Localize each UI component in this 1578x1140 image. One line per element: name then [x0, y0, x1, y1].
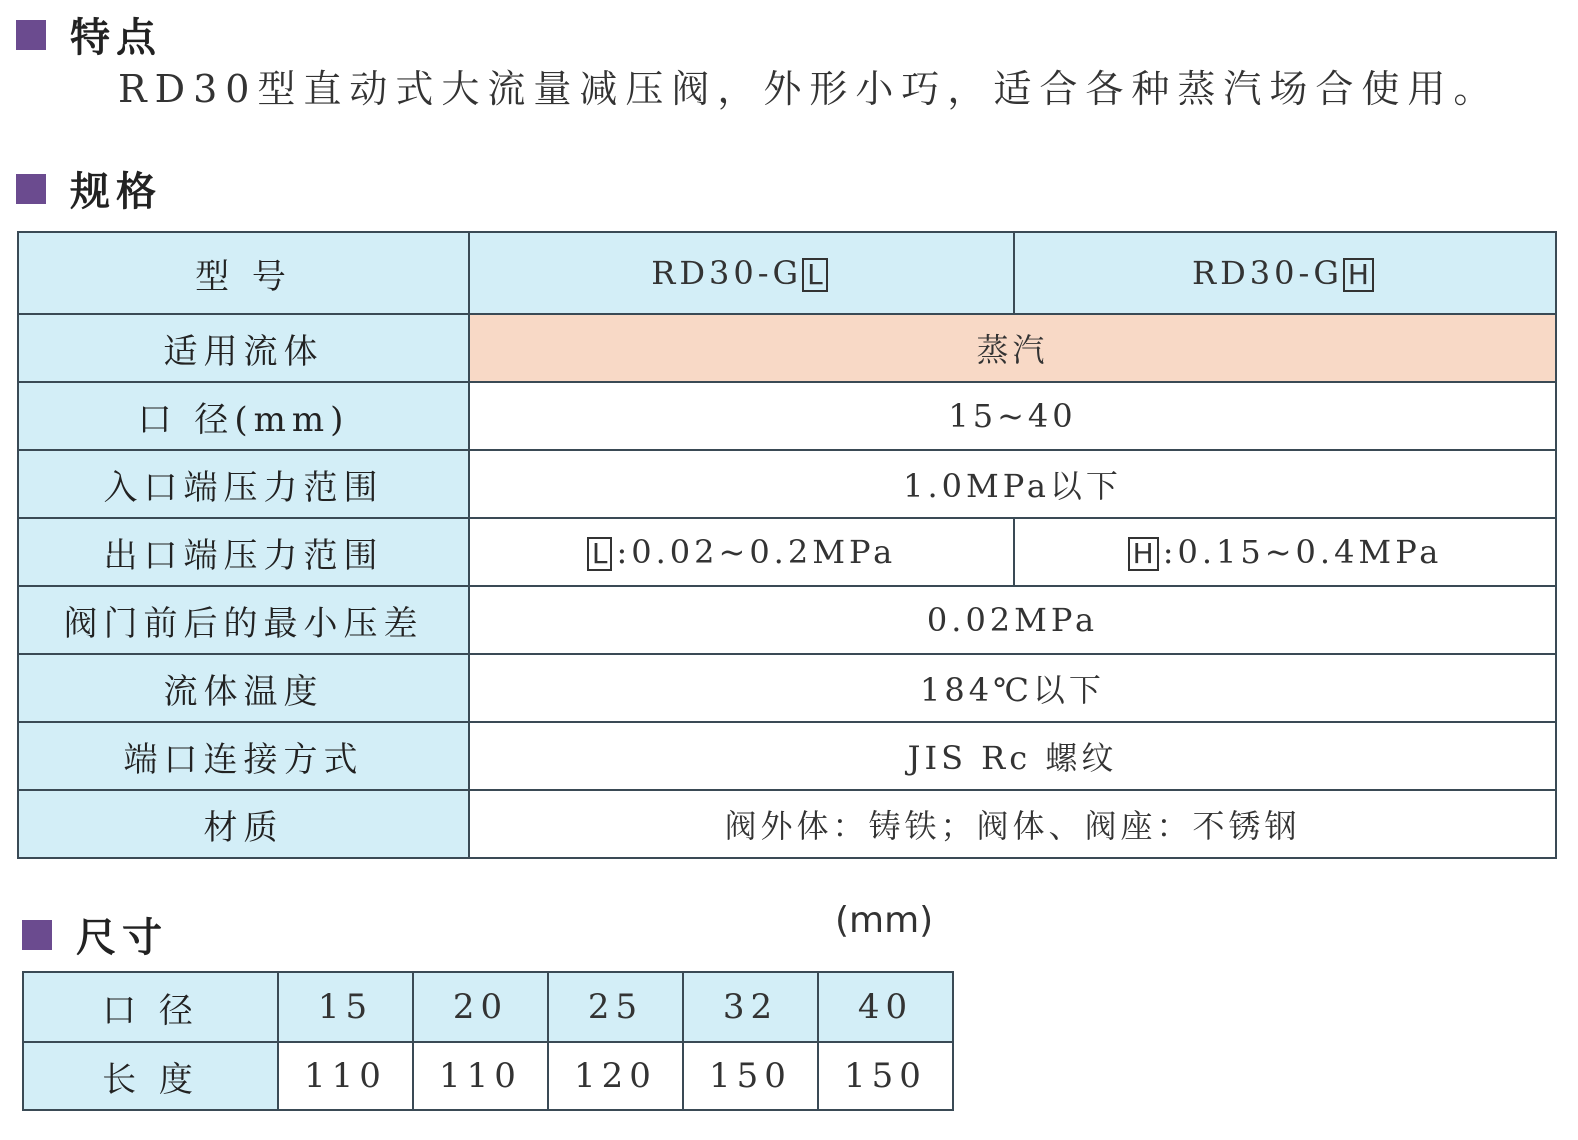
model-h-box: H — [1343, 258, 1374, 292]
port-size-value: 15~40 — [469, 382, 1556, 450]
port-size-label: 口 径(mm) — [18, 382, 469, 450]
temperature-label: 流体温度 — [18, 654, 469, 722]
table-row — [18, 450, 1556, 518]
dimensions-heading — [22, 906, 168, 963]
model-l-prefix: RD30-G — [651, 254, 803, 292]
temperature-value: 184℃以下 — [469, 654, 1556, 722]
length-cell: 150 — [818, 1042, 953, 1110]
specs-table — [17, 231, 1557, 859]
table-row — [18, 722, 1556, 790]
model-l-box: L — [802, 258, 828, 292]
table-row — [18, 518, 1556, 586]
size-cell: 40 — [818, 972, 953, 1042]
size-label: 口 径 — [23, 972, 278, 1042]
length-cell: 110 — [413, 1042, 548, 1110]
table-row — [18, 654, 1556, 722]
features-description: RD30型直动式大流量减压阀，外形小巧，适合各种蒸汽场合使用。 — [118, 67, 1500, 111]
length-cell: 110 — [278, 1042, 413, 1110]
size-cell: 32 — [683, 972, 818, 1042]
connection-value: JIS Rc 螺纹 — [469, 722, 1556, 790]
section-bullet-icon — [22, 920, 52, 950]
fluid-value: 蒸汽 — [469, 314, 1556, 382]
size-cell: 20 — [413, 972, 548, 1042]
min-diff-value: 0.02MPa — [469, 586, 1556, 654]
table-row — [18, 586, 1556, 654]
model-h-header — [1014, 232, 1556, 314]
dimensions-title: 尺寸 — [76, 915, 168, 961]
inlet-pressure-label: 入口端压力范围 — [18, 450, 469, 518]
model-l-header — [469, 232, 1014, 314]
min-diff-label: 阀门前后的最小压差 — [18, 586, 469, 654]
table-row — [18, 232, 1556, 314]
size-cell: 15 — [278, 972, 413, 1042]
section-bullet-icon — [16, 174, 46, 204]
dimensions-table — [22, 971, 954, 1111]
table-row — [18, 314, 1556, 382]
specs-title: 规格 — [70, 169, 162, 215]
connection-label: 端口连接方式 — [18, 722, 469, 790]
features-heading — [16, 6, 162, 63]
length-cell: 120 — [548, 1042, 683, 1110]
table-row — [23, 972, 953, 1042]
features-title: 特点 — [70, 15, 162, 61]
outlet-h-range: :0.15~0.4MPa — [1162, 533, 1443, 571]
outlet-pressure-h-value — [1014, 518, 1556, 586]
dimensions-unit: (mm) — [835, 900, 934, 941]
outlet-pressure-l-value — [469, 518, 1014, 586]
outlet-l-box: L — [587, 537, 613, 571]
specs-heading — [16, 160, 162, 217]
table-row — [18, 382, 1556, 450]
material-value: 阀外体：铸铁；阀体、阀座：不锈钢 — [469, 790, 1556, 858]
inlet-pressure-value: 1.0MPa以下 — [469, 450, 1556, 518]
model-header-label: 型 号 — [18, 232, 469, 314]
section-bullet-icon — [16, 20, 46, 50]
outlet-l-range: :0.02~0.2MPa — [616, 533, 897, 571]
material-label: 材质 — [18, 790, 469, 858]
outlet-pressure-label: 出口端压力范围 — [18, 518, 469, 586]
length-label: 长 度 — [23, 1042, 278, 1110]
table-row — [23, 1042, 953, 1110]
table-row — [18, 790, 1556, 858]
size-cell: 25 — [548, 972, 683, 1042]
outlet-h-box: H — [1128, 537, 1159, 571]
fluid-label: 适用流体 — [18, 314, 469, 382]
model-h-prefix: RD30-G — [1192, 254, 1343, 292]
length-cell: 150 — [683, 1042, 818, 1110]
